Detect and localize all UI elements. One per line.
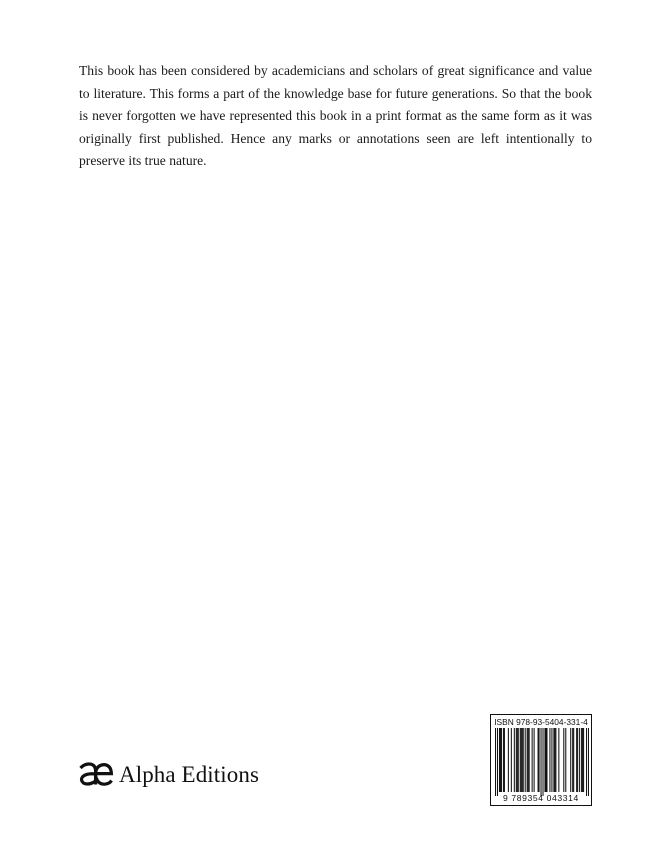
barcode-bar (504, 728, 505, 792)
barcode-bar (581, 728, 582, 792)
barcode-bar (523, 728, 524, 792)
barcode-bar (544, 728, 545, 792)
barcode-bar (503, 728, 504, 792)
barcode-bar (499, 728, 500, 792)
barcode-bar (582, 728, 583, 792)
publisher-logo (79, 762, 259, 786)
barcode-bar (528, 728, 529, 792)
barcode-bar (527, 728, 528, 792)
barcode-bar (522, 728, 523, 792)
barcode-bar (516, 728, 517, 792)
barcode-bar (555, 728, 556, 792)
barcode-bars (495, 728, 589, 796)
barcode-bar (539, 728, 540, 792)
barcode-bar (576, 728, 577, 792)
barcode-bar (545, 728, 546, 792)
barcode-bar (588, 728, 589, 796)
barcode-bar (514, 728, 515, 792)
barcode-bar (497, 728, 498, 796)
barcode-bar (579, 728, 580, 792)
barcode-bar (520, 728, 521, 792)
ean-digits: 9 789354 043314 (503, 793, 579, 803)
barcode-bar (541, 728, 542, 796)
barcode-bar (583, 728, 584, 792)
barcode-bar (529, 728, 530, 792)
barcode-bar (525, 728, 526, 792)
barcode-bar (554, 728, 555, 792)
ae-ligature-icon (79, 762, 113, 786)
barcode-bar (511, 728, 512, 792)
barcode-bar (517, 728, 518, 792)
barcode-bar (495, 728, 496, 796)
barcode-bar (551, 728, 552, 792)
barcode-bar (577, 728, 578, 792)
barcode-bar (538, 728, 539, 792)
barcode-bar (563, 728, 564, 792)
barcode-bar (508, 728, 509, 792)
barcode-bar (586, 728, 587, 796)
barcode-bar (572, 728, 573, 792)
barcode-bar (558, 728, 559, 792)
cover-blurb: This book has been considered by academicians and scholars of great significance and value to literature. This forms a part of the knowledge base for future generations. So that the book is never forgotten we have represented this book in a print format as the same form as it was originally first published. Hence any marks or annotations seen are left intentionally to preserve its true nature. (79, 63, 592, 168)
publisher-name: Alpha Editions (119, 761, 260, 787)
barcode-bar (532, 728, 533, 792)
barcode-bar (501, 728, 502, 792)
barcode-bar (570, 728, 571, 792)
barcode-bar (565, 728, 566, 792)
barcode-bar (542, 728, 543, 796)
barcode-bar (500, 728, 501, 792)
barcode-bar (521, 728, 522, 792)
barcode-bar (549, 728, 550, 792)
barcode-bar (573, 728, 574, 792)
barcode-bar (546, 728, 547, 792)
barcode-bar (534, 728, 535, 792)
isbn-barcode (490, 714, 592, 806)
isbn-label: ISBN 978-93-5404-331-4 (494, 717, 588, 727)
barcode-bar (553, 728, 554, 792)
barcode-bar (518, 728, 519, 792)
